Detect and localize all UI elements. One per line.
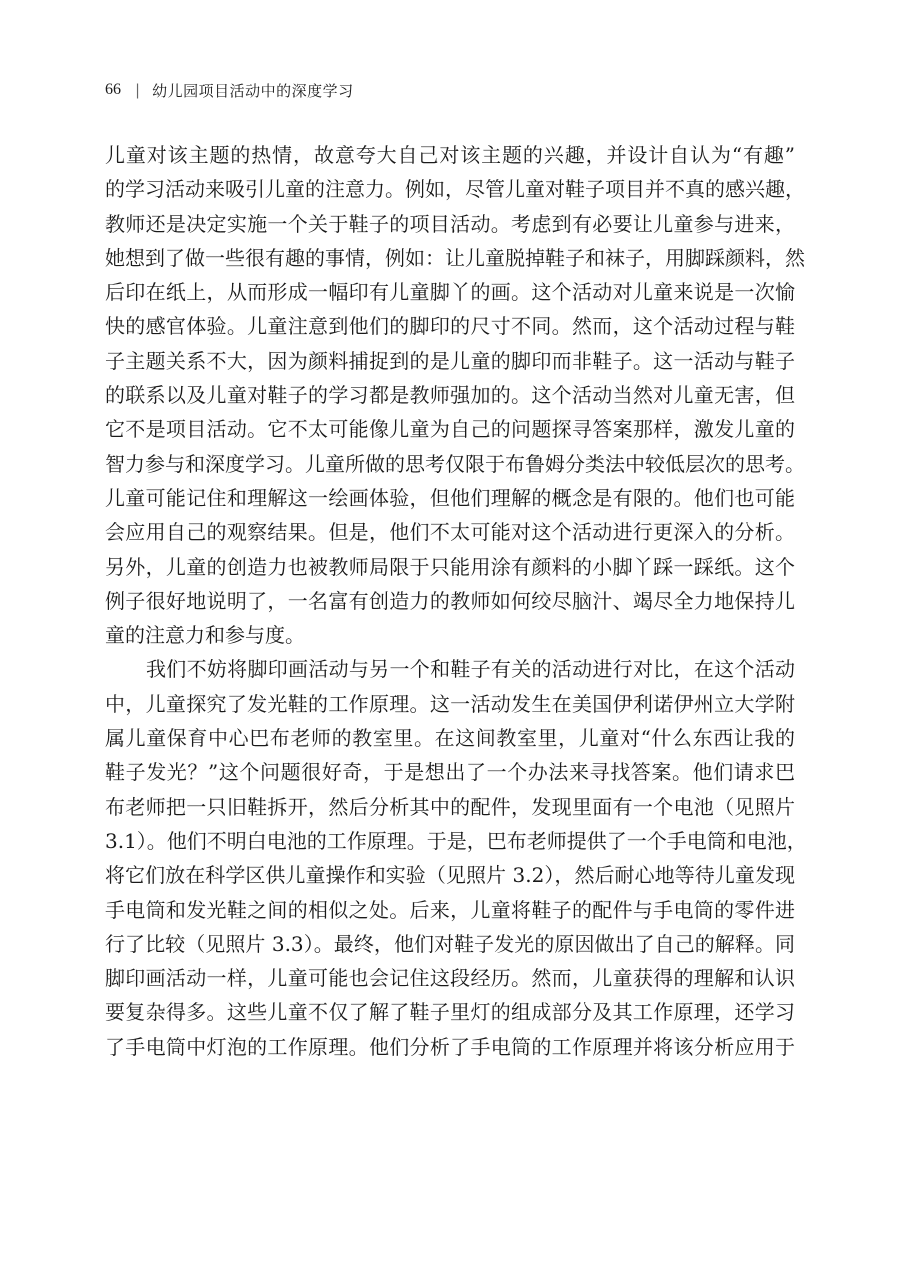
header-separator: | bbox=[135, 81, 141, 99]
text-line: 教师还是决定实施一个关于鞋子的项目活动。考虑到有必要让儿童参与进来， bbox=[105, 211, 795, 236]
text-line: 脚印画活动一样，儿童可能也会记住这段经历。然而，儿童获得的理解和认识 bbox=[105, 966, 795, 991]
text-line: 手电筒和发光鞋之间的相似之处。后来，儿童将鞋子的配件与手电筒的零件进 bbox=[105, 897, 795, 922]
body-text bbox=[105, 138, 807, 1064]
book-title: 幼儿园项目活动中的深度学习 bbox=[152, 81, 354, 100]
page-number: 66 bbox=[105, 81, 121, 98]
text-line: 行了比较（见照片 3.3）。最终，他们对鞋子发光的原因做出了自己的解释。同 bbox=[105, 931, 795, 956]
text-line: 鞋子发光？”这个问题很好奇，于是想出了一个办法来寻找答案。他们请求巴 bbox=[105, 760, 795, 785]
text-line: 儿童可能记住和理解这一绘画体验，但他们理解的概念是有限的。他们也可能 bbox=[105, 485, 795, 510]
text-line: 3.1）。他们不明白电池的工作原理。于是，巴布老师提供了一个手电筒和电池， bbox=[105, 828, 807, 853]
text-line: 将它们放在科学区供儿童操作和实验（见照片 3.2），然后耐心地等待儿童发现 bbox=[105, 863, 795, 888]
text-line: 快的感官体验。儿童注意到他们的脚印的尺寸不同。然而，这个活动过程与鞋 bbox=[105, 314, 795, 339]
text-line: 属儿童保育中心巴布老师的教室里。在这间教室里，儿童对“什么东西让我的 bbox=[105, 726, 795, 751]
paragraph bbox=[105, 138, 805, 652]
text-line: 智力参与和深度学习。儿童所做的思考仅限于布鲁姆分类法中较低层次的思考。 bbox=[105, 451, 805, 476]
text-line: 的学习活动来吸引儿童的注意力。例如，尽管儿童对鞋子项目并不真的感兴趣， bbox=[105, 177, 805, 202]
text-line: 我们不妨将脚印画活动与另一个和鞋子有关的活动进行对比，在这个活动 bbox=[146, 657, 795, 682]
text-line: 要复杂得多。这些儿童不仅了解了鞋子里灯的组成部分及其工作原理，还学习 bbox=[105, 1000, 795, 1025]
text-line: 例子很好地说明了，一名富有创造力的教师如何绞尽脑汁、竭尽全力地保持儿 bbox=[105, 588, 795, 613]
text-line: 它不是项目活动。它不太可能像儿童为自己的问题探寻答案那样，激发儿童的 bbox=[105, 417, 795, 442]
text-line: 儿童对该主题的热情，故意夸大自己对该主题的兴趣，并设计自认为“有趣” bbox=[105, 143, 795, 167]
text-line: 了手电筒中灯泡的工作原理。他们分析了手电筒的工作原理并将该分析应用于 bbox=[105, 1034, 795, 1059]
text-line: 子主题关系不大，因为颜料捕捉到的是儿童的脚印而非鞋子。这一活动与鞋子 bbox=[105, 348, 795, 373]
running-header bbox=[105, 76, 354, 104]
text-line: 会应用自己的观察结果。但是，他们不太可能对这个活动进行更深入的分析。 bbox=[105, 520, 795, 545]
paragraph bbox=[105, 652, 807, 1064]
text-line: 中，儿童探究了发光鞋的工作原理。这一活动发生在美国伊利诺伊州立大学附 bbox=[105, 691, 795, 716]
text-line: 另外，儿童的创造力也被教师局限于只能用涂有颜料的小脚丫踩一踩纸。这个 bbox=[105, 554, 795, 579]
text-line: 布老师把一只旧鞋拆开，然后分析其中的配件，发现里面有一个电池（见照片 bbox=[105, 794, 795, 819]
text-line: 童的注意力和参与度。 bbox=[105, 623, 305, 648]
text-line: 后印在纸上，从而形成一幅印有儿童脚丫的画。这个活动对儿童来说是一次愉 bbox=[105, 280, 795, 305]
text-line: 她想到了做一些很有趣的事情，例如：让儿童脱掉鞋子和袜子，用脚踩颜料，然 bbox=[105, 245, 805, 270]
text-line: 的联系以及儿童对鞋子的学习都是教师强加的。这个活动当然对儿童无害，但 bbox=[105, 383, 795, 408]
